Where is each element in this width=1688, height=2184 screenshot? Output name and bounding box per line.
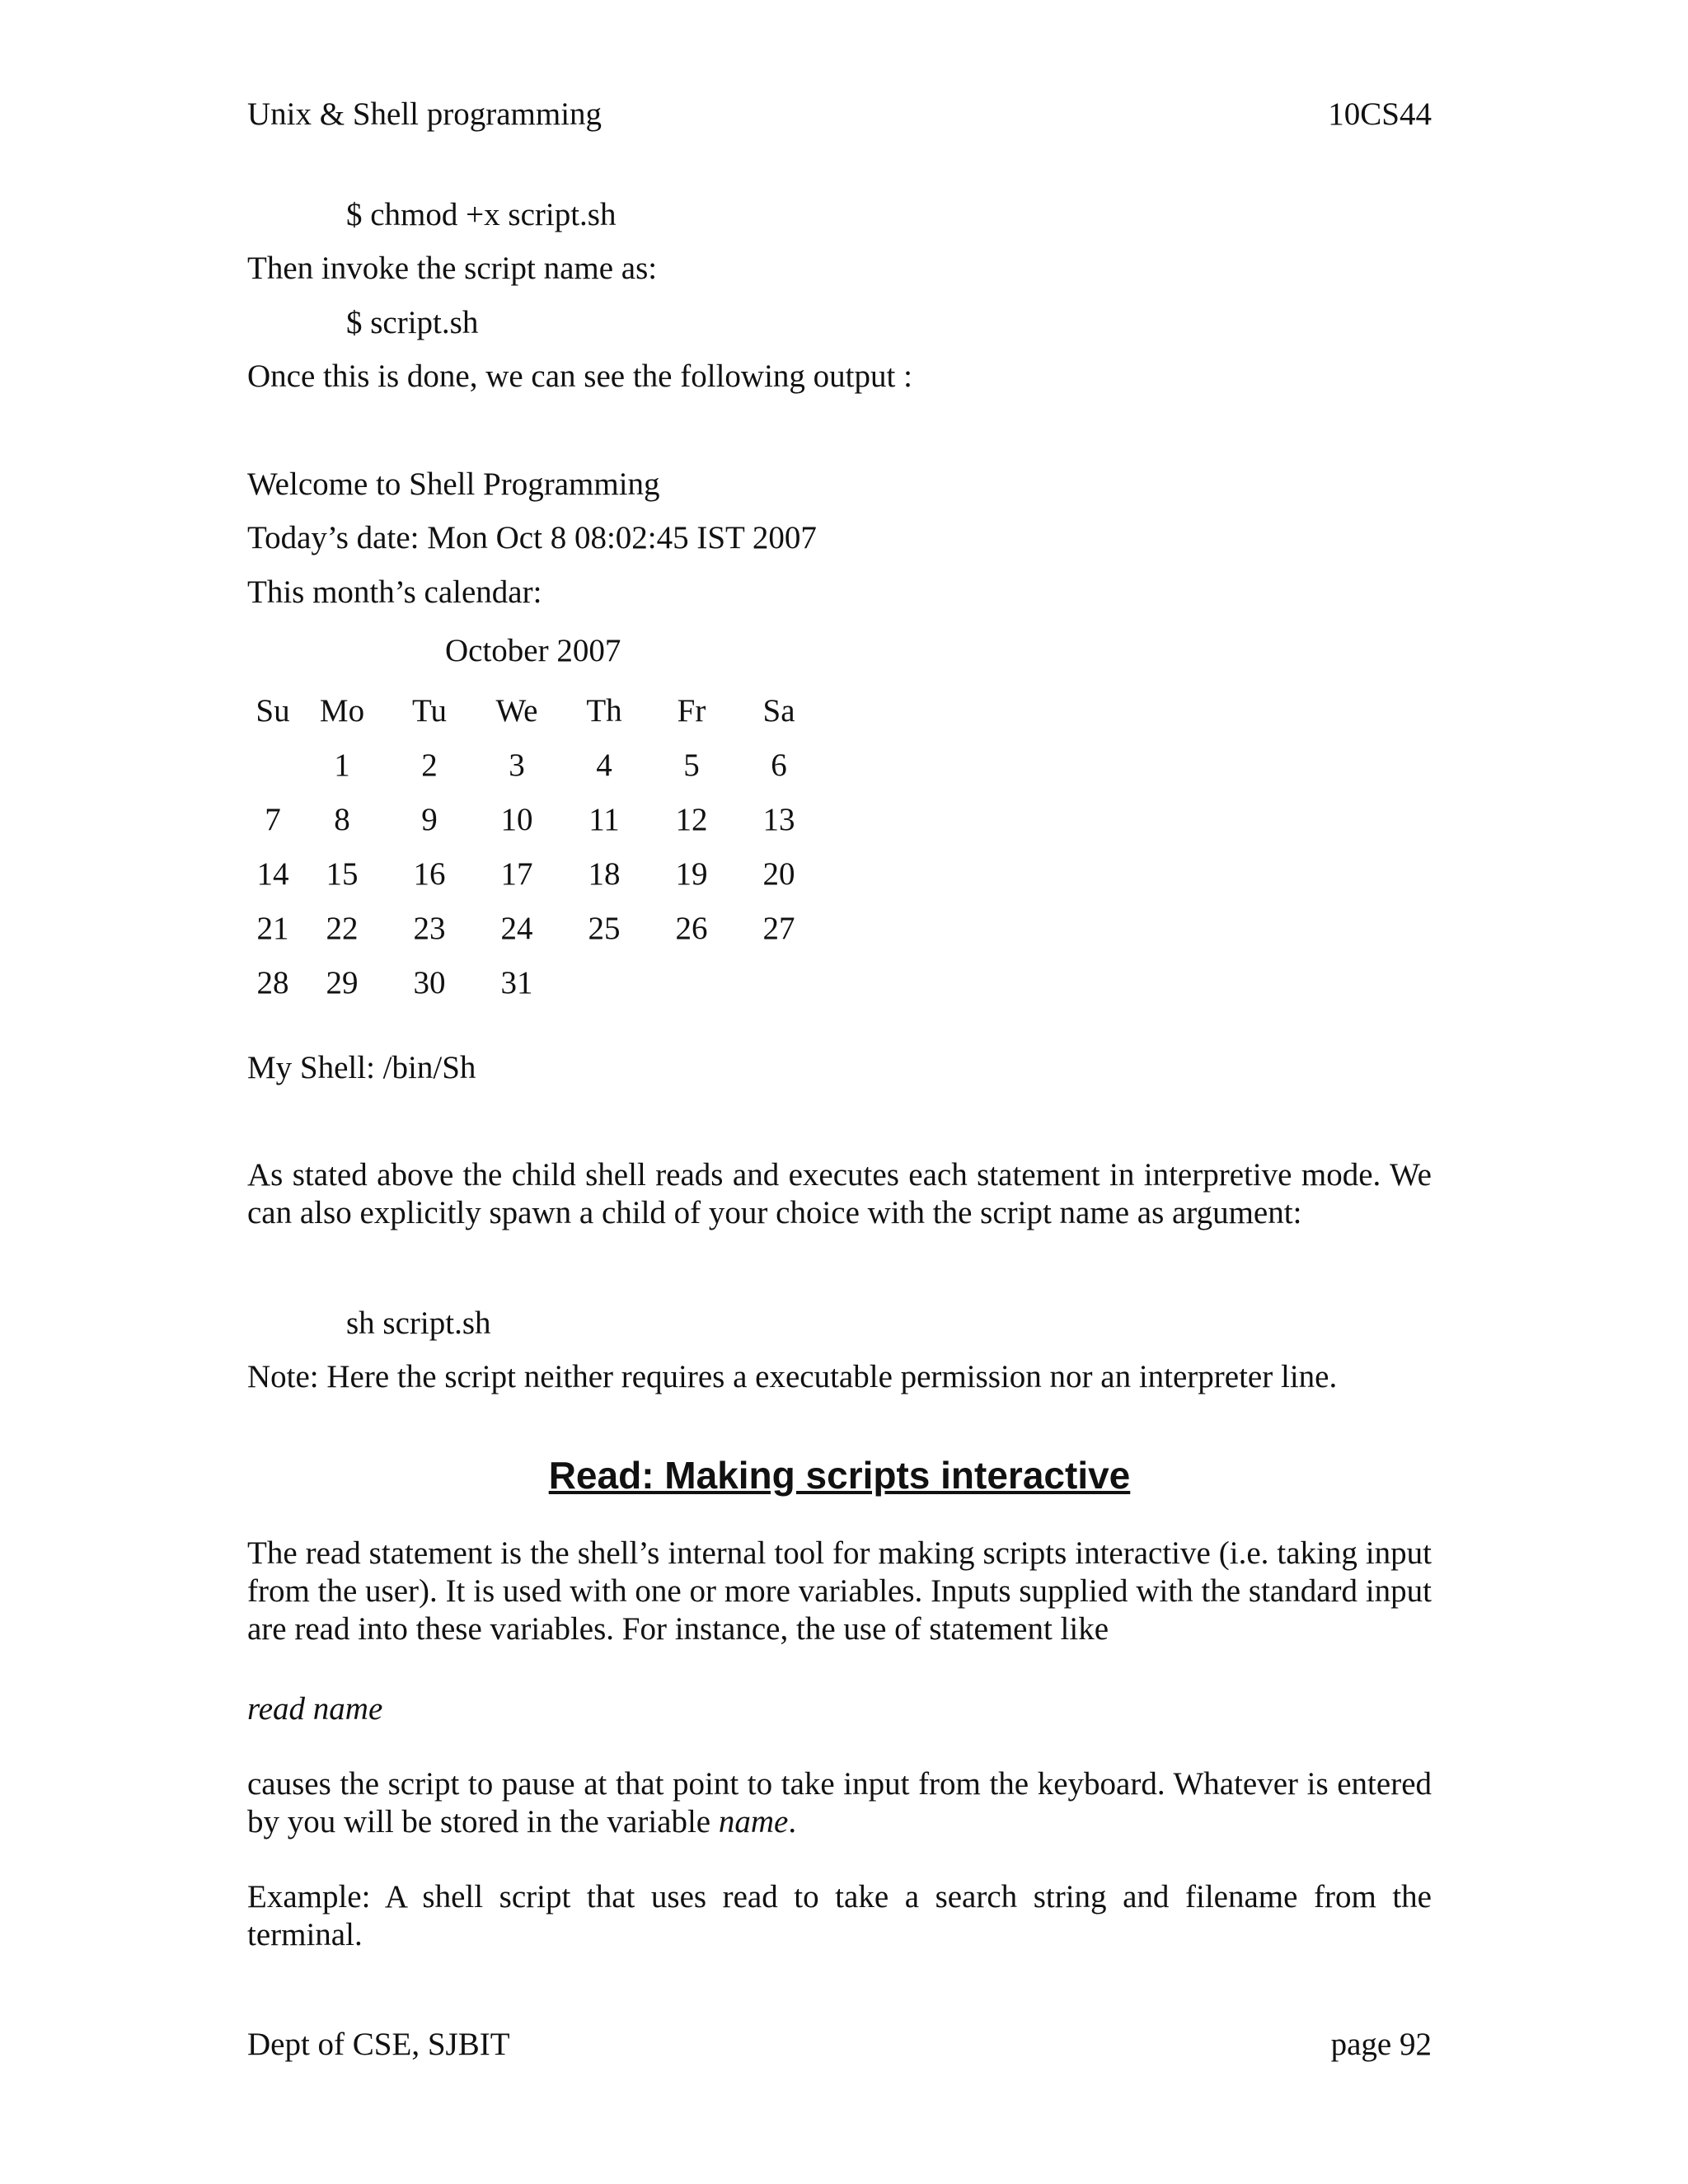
- text-once-done: Once this is done, we can see the following output :: [247, 359, 912, 394]
- causes-pause-end: .: [788, 1804, 797, 1840]
- code-read-name: [247, 1690, 1432, 1728]
- calendar-header-row: [247, 683, 823, 738]
- calendar-date-cell: 5: [683, 747, 700, 783]
- calendar-week-row: [247, 846, 823, 901]
- calendar-date-cell: 17: [500, 855, 533, 892]
- calendar-date-cell: 7: [265, 801, 281, 837]
- calendar-date-cell: [735, 955, 823, 1010]
- section-heading: Read: Making scripts interactive: [548, 1454, 1131, 1497]
- calendar-date-cell: 16: [413, 855, 446, 892]
- calendar-date-cell: 2: [421, 747, 438, 783]
- calendar-date-cell: 18: [588, 855, 621, 892]
- calendar-date-cell: 11: [588, 801, 620, 837]
- calendar-date-cell: 6: [771, 747, 787, 783]
- command-script: $ script.sh: [346, 305, 479, 340]
- command-chmod: $ chmod +x script.sh: [346, 197, 617, 232]
- calendar-date-cell: 4: [596, 747, 612, 783]
- calendar-day-header: Su: [256, 692, 290, 729]
- calendar-date-cell: 26: [675, 910, 708, 946]
- text-then-invoke: Then invoke the script name as:: [247, 251, 658, 286]
- footer-department: Dept of CSE, SJBIT: [247, 2027, 510, 2062]
- calendar-date-cell: 12: [675, 801, 708, 837]
- calendar-day-header: Mo: [319, 692, 365, 729]
- calendar-date-cell: 3: [509, 747, 525, 783]
- calendar-week-row: [247, 792, 823, 846]
- output-my-shell: My Shell: /bin/Sh: [247, 1050, 476, 1085]
- calendar-date-cell: 8: [334, 801, 350, 837]
- text-note: Note: Here the script neither requires a executable permission nor an interpreter line.: [247, 1359, 1338, 1394]
- calendar-date-cell: 28: [256, 964, 289, 1001]
- footer-page-number: page 92: [1330, 2027, 1432, 2062]
- causes-pause-text: causes the script to pause at that point to take input from the keyboard. Whatever is entered by you will be stored in the variable: [247, 1766, 1432, 1840]
- calendar-date-cell: 9: [421, 801, 438, 837]
- read-name-italic: read name: [247, 1691, 383, 1727]
- calendar-date-cell: 22: [326, 910, 359, 946]
- output-date: Today’s date: Mon Oct 8 08:02:45 IST 2007: [247, 520, 817, 555]
- calendar-day-header: Tu: [412, 692, 447, 729]
- calendar-week-row: [247, 901, 823, 955]
- calendar-date-cell: 30: [413, 964, 446, 1001]
- variable-name-italic: name: [718, 1804, 789, 1840]
- calendar-date-cell: 31: [500, 964, 533, 1001]
- output-calendar-label: This month’s calendar:: [247, 574, 542, 610]
- paragraph-causes-pause: [247, 1765, 1432, 1841]
- calendar-day-header: Th: [586, 692, 622, 729]
- calendar-date-cell: 10: [500, 801, 533, 837]
- calendar-date-cell: [247, 738, 298, 792]
- output-welcome: Welcome to Shell Programming: [247, 466, 660, 502]
- calendar-week-row: [247, 955, 823, 1010]
- calendar-date-cell: 29: [326, 964, 359, 1001]
- calendar-date-cell: 24: [500, 910, 533, 946]
- calendar-date-cell: 1: [334, 747, 350, 783]
- calendar-date-cell: 19: [675, 855, 708, 892]
- calendar-title: October 2007: [445, 633, 621, 668]
- calendar-date-cell: 20: [762, 855, 795, 892]
- header-course-code: 10CS44: [1328, 96, 1432, 132]
- calendar-date-cell: 21: [256, 910, 289, 946]
- paragraph-read-intro: The read statement is the shell’s internal tool for making scripts interactive (i.e. taking input from the user). It is used with one or more variables. Inputs supplied with the standard input are read into these variables. For instance, the use of statement like: [247, 1535, 1432, 1647]
- calendar-day-header: Fr: [677, 692, 706, 729]
- calendar-date-cell: 23: [413, 910, 446, 946]
- command-sh-script: sh script.sh: [346, 1305, 491, 1341]
- calendar-table: [247, 683, 823, 1010]
- calendar-date-cell: 25: [588, 910, 621, 946]
- calendar-day-header: Sa: [762, 692, 795, 729]
- calendar-week-row: [247, 738, 823, 792]
- header-title: Unix & Shell programming: [247, 96, 603, 132]
- calendar-date-cell: 14: [256, 855, 289, 892]
- calendar-date-cell: [560, 955, 648, 1010]
- paragraph-example: Example: A shell script that uses read to take a search string and filename from the terminal.: [247, 1879, 1432, 1952]
- paragraph-stated-above: As stated above the child shell reads and executes each statement in interpretive mode. We can also explicitly spawn a child of your choice with the script name as argument:: [247, 1157, 1432, 1230]
- calendar-date-cell: 15: [326, 855, 359, 892]
- calendar-date-cell: 27: [762, 910, 795, 946]
- calendar-date-cell: 13: [762, 801, 795, 837]
- calendar-date-cell: [648, 955, 735, 1010]
- calendar-day-header: We: [495, 692, 538, 729]
